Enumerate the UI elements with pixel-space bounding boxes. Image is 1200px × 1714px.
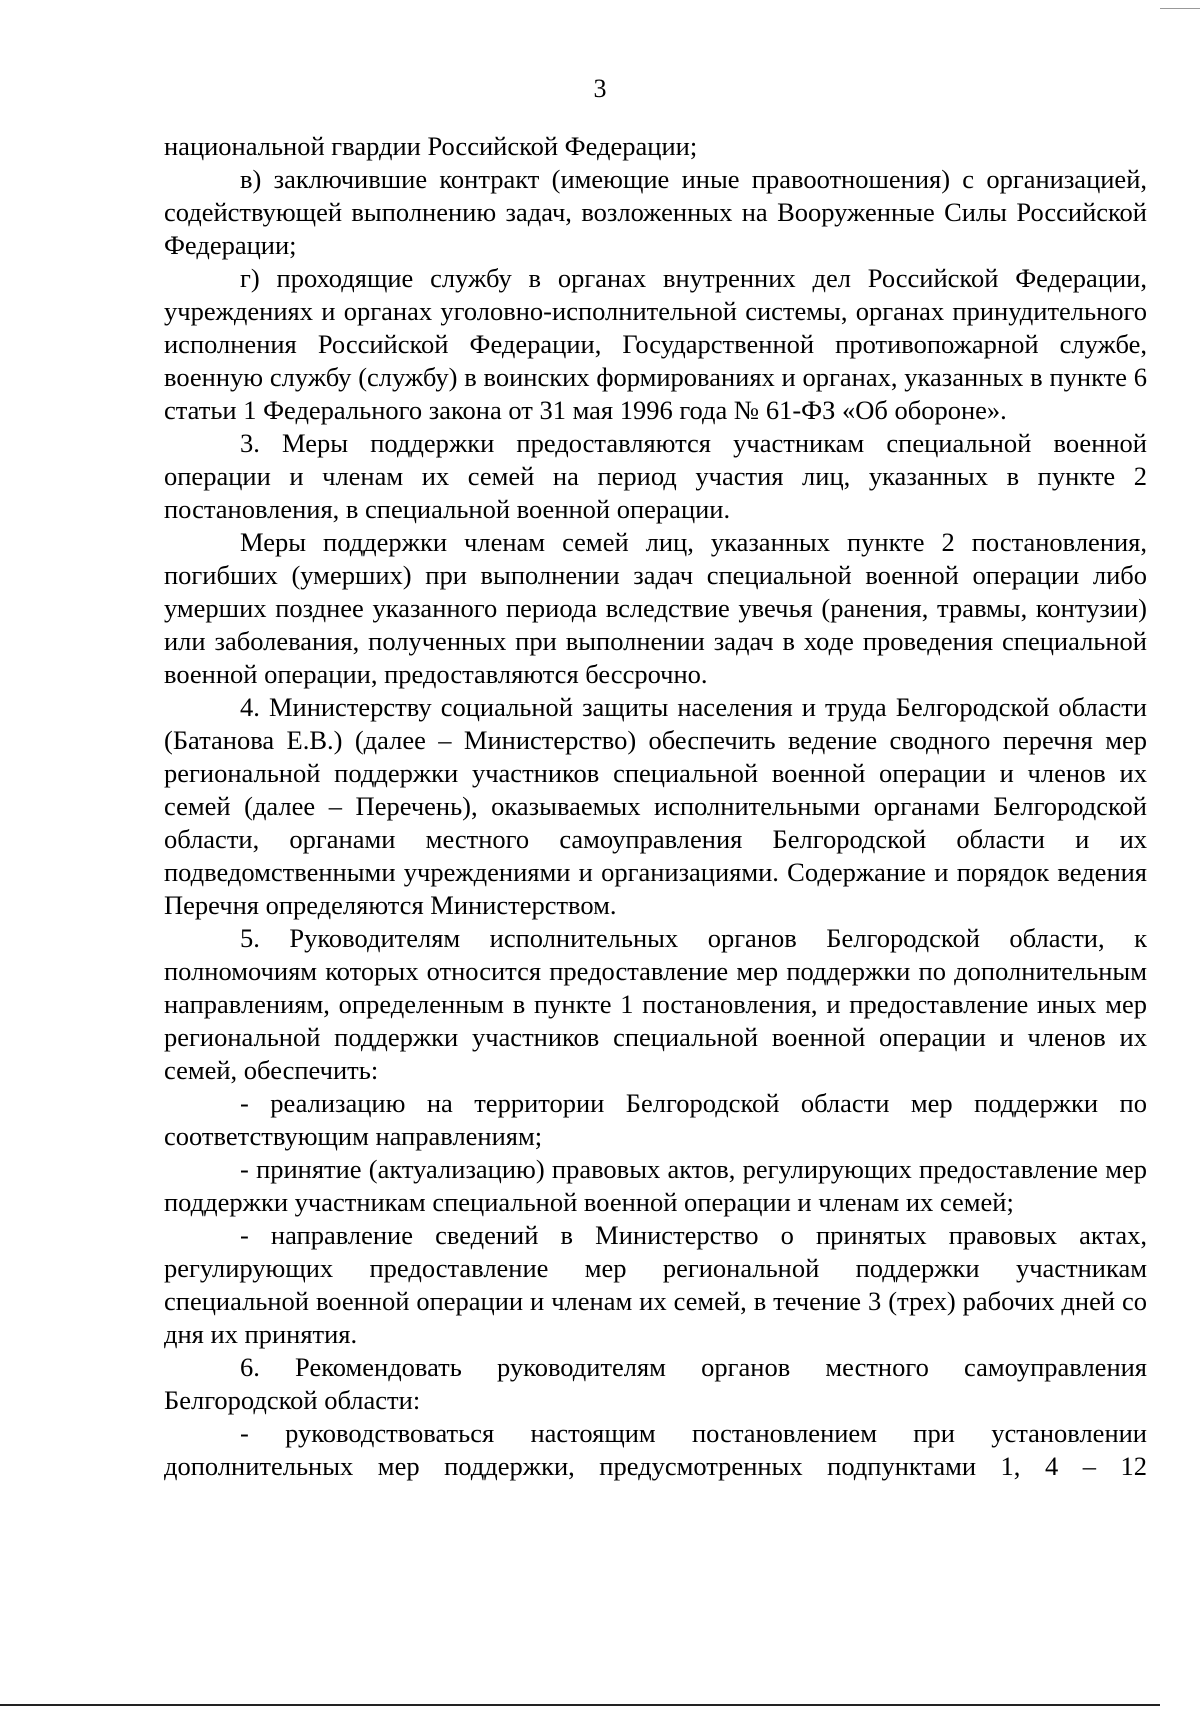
page-number: 3 [593,74,607,103]
paragraph-item-6-bullet-1: - руководствоваться настоящим постановлением при установлении дополнительных мер поддержки, предусмотренных подпунктами 1, 4 – 12 [164,1418,1147,1481]
paragraph-subitem-v: в) заключившие контракт (имеющие иные правоотношения) с организацией, содействующей выполнению задач, возложенных на Вооруженные Силы Российской Федерации; [164,164,1147,260]
paragraph-item-3-continued: Меры поддержки членам семей лиц, указанных пункте 2 постановления, погибших (умерших) при выполнении задач специальной военной операции либо умерших позднее указанного периода вследствие увечья (ранения, травмы, контузии) или заболевания, полученных при выполнении задач в ходе проведения специальной военной операции, предоставляются бессрочно. [164,527,1147,689]
paragraph-item-5: 5. Руководителям исполнительных органов Белгородской области, к полномочиям которых относится предоставление мер поддержки по дополнительным направлениям, определенным в пункте 1 постановления, и предоставление иных мер региональной поддержки участников специальной военной операции и членов их семей, обеспечить: [164,923,1147,1085]
paragraph-item-4: 4. Министерству социальной защиты населения и труда Белгородской области (Батанова Е.В.) (далее – Министерство) обеспечить ведение сводного перечня мер региональной поддержки участников специальной военной операции и членов их семей (далее – Перечень), оказываемых исполнительными органами Белгородской области, органами местного самоуправления Белгородской области и их подведомственными учреждениями и организациями. Содержание и порядок ведения Перечня определяются Министерством. [164,692,1147,920]
paragraph-item-6: 6. Рекомендовать руководителям органов местного самоуправления Белгородской области: [164,1352,1147,1415]
document-body [164,130,1147,1483]
paragraph-item-5-bullet-1: - реализацию на территории Белгородской области мер поддержки по соответствующим направлениям; [164,1088,1147,1151]
paragraph-item-5-bullet-2: - принятие (актуализацию) правовых актов, регулирующих предоставление мер поддержки участникам специальной военной операции и членам их семей; [164,1154,1147,1217]
paragraph-national-guard: национальной гвардии Российской Федерации; [164,131,698,161]
paragraph-subitem-g: г) проходящие службу в органах внутренних дел Российской Федерации, учреждениях и органах уголовно-исполнительной системы, органах принудительного исполнения Российской Федерации, Государственной противопожарной службе, военную службу (службу) в воинских формированиях и органах, указанных в пункте 6 статьи 1 Федерального закона от 31 мая 1996 года № 61-ФЗ «Об обороне». [164,263,1147,425]
paragraph-item-3: 3. Меры поддержки предоставляются участникам специальной военной операции и членам их семей на период участия лиц, указанных в пункте 2 постановления, в специальной военной операции. [164,428,1147,524]
scan-edge-mark [1160,8,1200,9]
paragraph-item-5-bullet-3: - направление сведений в Министерство о принятых правовых актах, регулирующих предоставление мер региональной поддержки участникам специальной военной операции и членам их семей, в течение 3 (трех) рабочих дней со дня их принятия. [164,1220,1147,1349]
scan-edge-line [0,1704,1160,1706]
